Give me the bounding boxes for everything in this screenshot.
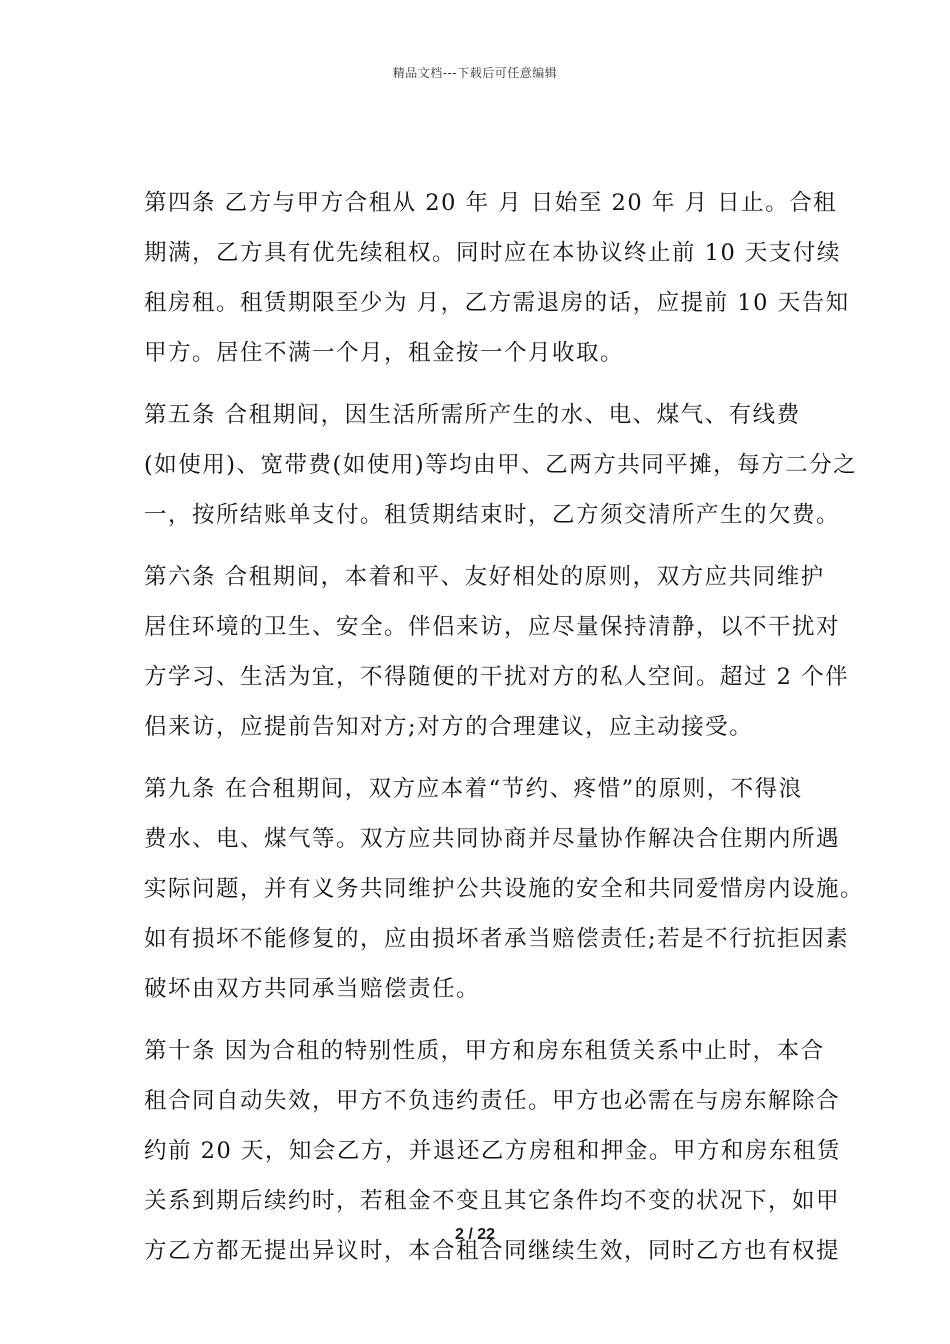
text-line: 方学习、生活为宜，不得随便的干扰对方的私人空间。超过 2 个伴	[144, 664, 850, 690]
text-line: 破坏由双方共同承当赔偿责任。	[144, 976, 481, 1002]
paragraph-article-9	[144, 764, 865, 1014]
text-line: 第五条 合租期间，因生活所需所产生的水、电、煤气、有线费	[144, 402, 801, 428]
paragraph-article-6	[144, 552, 850, 752]
page-number: 2 / 22	[454, 1226, 496, 1243]
document-header: 精品文档---下载后可任意编辑	[392, 66, 558, 80]
text-line: 居住环境的卫生、安全。伴侣来访，应尽量保持清静，以不干扰对	[144, 614, 841, 640]
text-line: 方乙方都无提出异议时，本合租合同继续生效，同时乙方也有权提	[144, 1238, 841, 1264]
text-line: 侣来访，应提前告知对方;对方的合理建议，应主动接受。	[144, 714, 754, 740]
text-line: 费水、电、煤气等。双方应共同协商并尽量协作解决合住期内所遇	[144, 826, 841, 852]
text-line: 第六条 合租期间，本着和平、友好相处的原则，双方应共同维护	[144, 564, 825, 590]
text-line: 期满，乙方具有优先续租权。同时应在本协议终止前 10 天支付续	[144, 240, 841, 266]
text-line: 第九条 在合租期间，双方应本着“节约、疼惜”的原则，不得浪	[144, 776, 803, 802]
text-line: 租合同自动失效，甲方不负违约责任。甲方也必需在与房东解除合	[144, 1088, 841, 1114]
text-line: 第十条 因为合租的特别性质，甲方和房东租赁关系中止时，本合	[144, 1038, 825, 1064]
paragraph-article-5	[144, 390, 858, 540]
text-line: 实际问题，并有义务共同维护公共设施的安全和共同爱惜房内设施。	[144, 876, 865, 902]
document-body	[144, 178, 865, 1276]
text-line: 一，按所结账单支付。租赁期结束时，乙方须交清所产生的欠费。	[144, 502, 841, 528]
text-line: 第四条 乙方与甲方合租从 20 年 月 日始至 20 年 月 日止。合租	[144, 190, 838, 216]
paragraph-article-4	[144, 178, 850, 378]
text-line: 甲方。居住不满一个月，租金按一个月收取。	[144, 340, 625, 366]
text-line: 约前 20 天，知会乙方，并退还乙方房租和押金。甲方和房东租赁	[144, 1138, 841, 1164]
text-line: 租房租。租赁期限至少为 月，乙方需退房的话，应提前 10 天告知	[144, 290, 850, 316]
text-line: 如有损坏不能修复的，应由损坏者承当赔偿责任;若是不行抗拒因素	[144, 926, 850, 952]
text-line: (如使用)、宽带费(如使用)等均由甲、乙两方共同平摊，每方二分之	[144, 452, 858, 478]
text-line: 关系到期后续约时，若租金不变且其它条件均不变的状况下，如甲	[144, 1188, 841, 1214]
